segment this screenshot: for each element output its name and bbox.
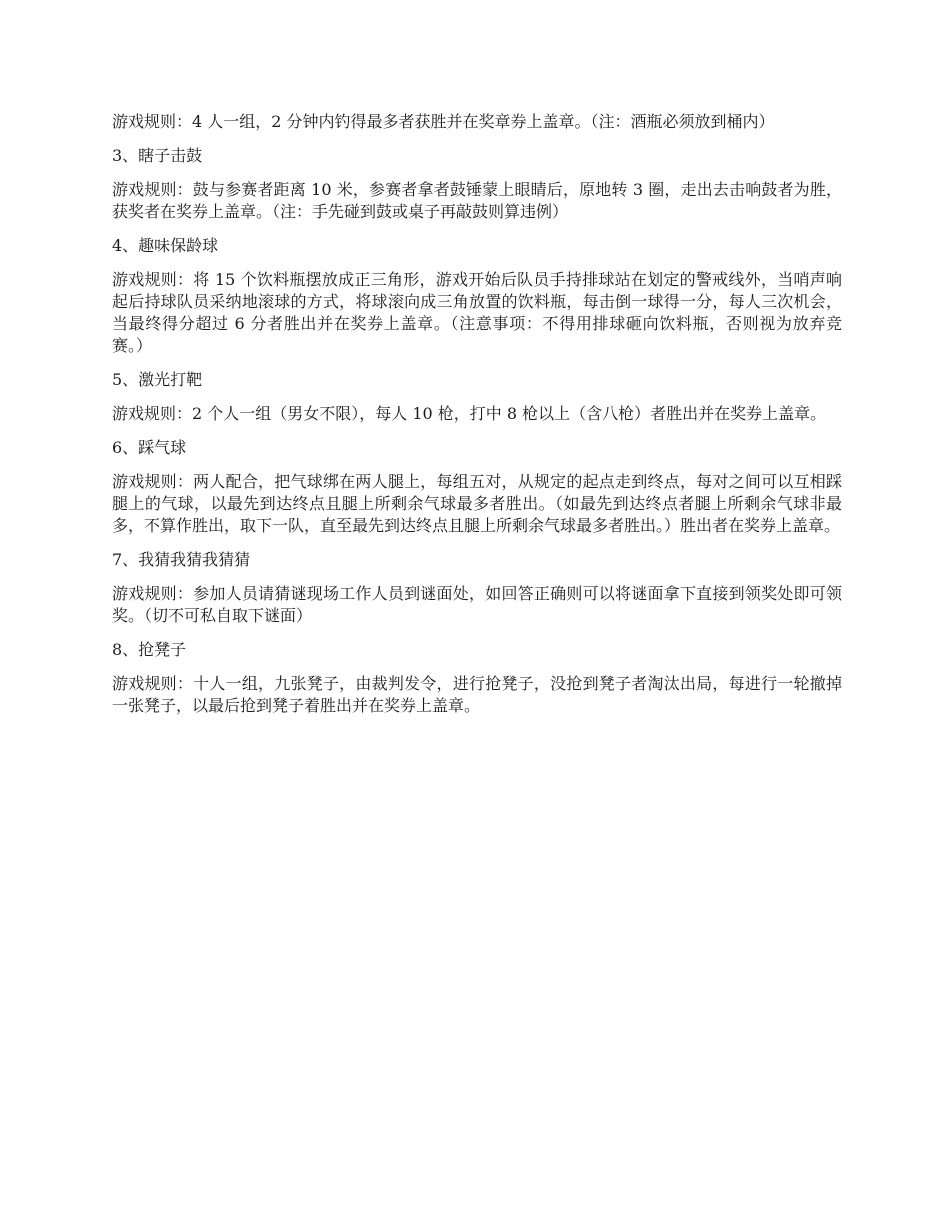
rule-paragraph-fishing: 游戏规则：4 人一组，2 分钟内钓得最多者获胜并在奖章券上盖章。（注：酒瓶必须放到桶内） (112, 112, 775, 131)
rule-paragraph-6: 游戏规则：两人配合，把气球绑在两人腿上，每组五对，从规定的起点走到终点，每对之间可以互相踩腿上的气球，以最先到达终点且腿上所剩余气球最多者胜出。（如最先到达终点者腿上所剩余气球非最多，不算作胜出，取下一队，直至最先到达终点且腿上所剩余气球最多者胜出。）胜出者在奖券上盖章。 (112, 472, 842, 535)
section-heading-5: 5、激光打靶 (112, 370, 203, 389)
rule-paragraph-4: 游戏规则：将 15 个饮料瓶摆放成正三角形，游戏开始后队员手持排球站在划定的警戒线外，当哨声响起后持球队员采纳地滚球的方式，将球滚向成三角放置的饮料瓶，每击倒一球得一分，每人三次机会，当最终得分超过 6 分者胜出并在奖券上盖章。（注意事项：不得用排球砸向饮料瓶，否则视为放弃竞赛。） (112, 270, 842, 355)
section-heading-6: 6、踩气球 (112, 438, 187, 457)
section-heading-7: 7、我猜我猜我猜猜 (112, 550, 251, 569)
rule-paragraph-8: 游戏规则：十人一组，九张凳子，由裁判发令，进行抢凳子，没抢到凳子者淘汰出局，每进行一轮撤掉一张凳子，以最后抢到凳子着胜出并在奖券上盖章。 (112, 674, 842, 715)
section-heading-4: 4、趣味保龄球 (112, 236, 219, 255)
rule-paragraph-7: 游戏规则：参加人员请猜谜现场工作人员到谜面处，如回答正确则可以将谜面拿下直接到领奖处即可领奖。（切不可私自取下谜面） (112, 584, 842, 625)
rule-paragraph-3: 游戏规则：鼓与参赛者距离 10 米，参赛者拿者鼓锤蒙上眼睛后，原地转 3 圈，走出去击响鼓者为胜，获奖者在奖券上盖章。（注：手先碰到鼓或桌子再敲鼓则算违例） (112, 180, 842, 221)
section-heading-3: 3、瞎子击鼓 (112, 146, 203, 165)
rule-paragraph-5: 游戏规则：2 个人一组（男女不限），每人 10 枪，打中 8 枪以上（含八枪）者胜出并在奖券上盖章。 (112, 404, 827, 423)
section-heading-8: 8、抢凳子 (112, 640, 187, 659)
document-page (112, 111, 842, 729)
